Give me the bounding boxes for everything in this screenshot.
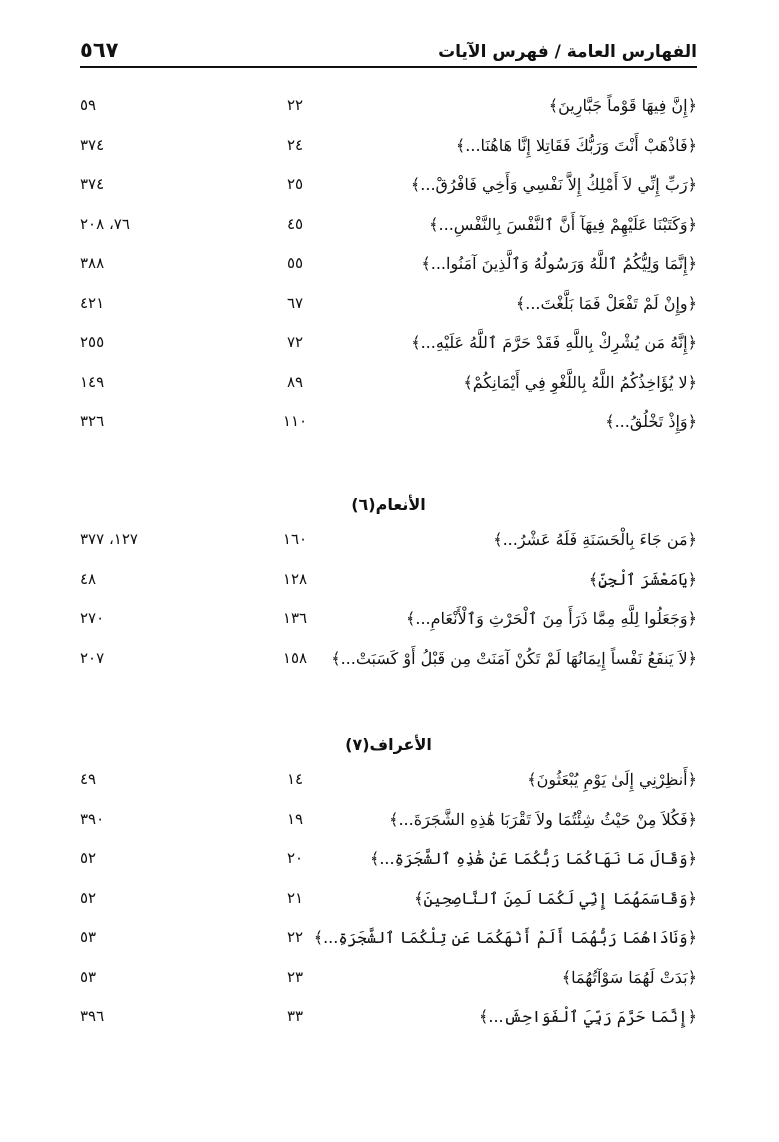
ayah-number: ٢٢ bbox=[286, 96, 304, 114]
surah-heading: الأنعام(٦) bbox=[351, 495, 426, 514]
table-row bbox=[80, 800, 697, 840]
verse-text: ﴿وَكَتَبْنَا عَلَيْهِمْ فِيهَآ أَنَّ ٱلنَّفْسَ بِالنَّفْسِ...﴾ bbox=[429, 214, 697, 234]
table-row bbox=[80, 839, 697, 879]
ayah-number: ٢٠ bbox=[286, 849, 304, 867]
verse-text: ﴿إِنَّ فِيهَا قَوْماً جَبَّارِينَ﴾ bbox=[548, 96, 697, 115]
page-reference: ٥٢ bbox=[80, 849, 97, 867]
table-row bbox=[80, 244, 697, 284]
page-reference: ٢٥٥ bbox=[80, 333, 105, 351]
verse-text: ﴿لا يُؤَاخِذُكُمُ اللَّهُ بِاللَّغْوِ فِي أَيْمَانِكُمْ﴾ bbox=[463, 372, 697, 392]
verse-text: ﴿وَجَعَلُوا لِلَّهِ مِمَّا ذَرَأَ مِنَ ٱلْحَرْثِ وَٱلْأَنْعَامِ...﴾ bbox=[405, 609, 697, 628]
table-row bbox=[80, 958, 697, 998]
ayah-number: ٨٩ bbox=[286, 372, 304, 391]
table-row bbox=[80, 760, 697, 800]
page-reference: ١٢٧، ٣٧٧ bbox=[80, 530, 138, 548]
table-row bbox=[80, 363, 697, 403]
ayah-number: ٥٥ bbox=[286, 254, 304, 272]
table-row bbox=[80, 560, 697, 600]
verse-text: ﴿وَقَالَ مَا نَهَاكُمَا رَبُّكُمَا عَنْ هَٰذِهِ ٱلشَّجَرَةِ...﴾ bbox=[369, 849, 697, 868]
table-row bbox=[80, 323, 697, 363]
ayah-number: ٢٢ bbox=[286, 928, 304, 946]
ayah-number: ١٢٨ bbox=[282, 569, 308, 588]
verse-text: ﴿إِنَّهُ مَن يُشْرِكْ بِاللَّهِ فَقَدْ حَرَّمَ ٱللَّهُ عَلَيْهِ...﴾ bbox=[411, 333, 697, 352]
page-reference: ٢٧٠ bbox=[80, 609, 105, 627]
ayah-number: ١٣٦ bbox=[282, 609, 308, 627]
verse-text: ﴿بَدَتْ لَهُمَا سَوْآتُهُمَا﴾ bbox=[561, 967, 697, 987]
verse-text: ﴿فَكُلاَ مِنْ حَيْثُ شِئْتُمَا ولاَ تَقْرَبَا هَٰذِهِ الشَّجَرَةَ...﴾ bbox=[389, 809, 697, 829]
verse-text: ﴿رَبِّ إِنِّي لاَ أَمْلِكُ إِلاَّ نَفْسِي وَأَخِي فَافْرُقْ...﴾ bbox=[410, 175, 697, 194]
ayah-number: ١١٠ bbox=[282, 412, 308, 430]
verse-text: ﴿وَنَادَاهُمَا رَبُّهُمَا أَلَمْ أَنْهَكُمَا عَن تِلْكُمَا ٱلشَّجَرَةِ...﴾ bbox=[313, 928, 697, 947]
page-reference: ٤٩ bbox=[80, 770, 97, 788]
page-reference: ٢٠٧ bbox=[80, 648, 105, 667]
verse-text: ﴿فَاذْهَبْ أَنْتَ وَرَبُّكَ فَقَاتِلا إِنَّا هَاهُنَا...﴾ bbox=[455, 135, 697, 155]
page-reference: ٧٦، ٢٠٨ bbox=[80, 214, 130, 233]
ayah-number: ١٦٠ bbox=[282, 530, 308, 548]
section-al-araf bbox=[80, 730, 697, 1037]
table-row bbox=[80, 205, 697, 245]
ayah-number: ٢١ bbox=[286, 888, 304, 907]
page-reference: ٣٧٤ bbox=[80, 175, 105, 193]
page-reference: ٣٩٦ bbox=[80, 1007, 105, 1025]
ayah-number: ١٥٨ bbox=[282, 648, 308, 667]
page-reference: ٥٣ bbox=[80, 967, 97, 986]
verse-text: ﴿أَنظِرْنِي إِلَىٰ يَوْمِ يُبْعَثُونَ﴾ bbox=[527, 770, 697, 789]
verse-text: ﴿وَقَاسَمَهُمَا إِنِّي لَكُمَا لَمِنَ ٱلنَّاصِحِينَ﴾ bbox=[414, 888, 697, 908]
table-row bbox=[80, 520, 697, 560]
ayah-number: ٤٥ bbox=[286, 214, 304, 233]
ayah-number: ٦٧ bbox=[286, 293, 304, 312]
ayah-number: ٢٥ bbox=[286, 175, 304, 193]
running-title: الفهارس العامة / فهرس الآيات bbox=[438, 42, 697, 62]
verse-text: ﴿يَامَعْشَرَ ٱلْجِنِّ﴾ bbox=[588, 569, 697, 589]
verse-text: ﴿وَإِذْ تَخْلُقُ...﴾ bbox=[605, 412, 697, 431]
table-row bbox=[80, 86, 697, 126]
table-row bbox=[80, 918, 697, 958]
page-number: ٥٦٧ bbox=[80, 38, 119, 62]
section-al-anam bbox=[80, 490, 697, 678]
ayah-number: ٢٤ bbox=[286, 135, 304, 154]
page-header bbox=[80, 26, 697, 68]
section-continuation bbox=[80, 86, 697, 442]
page-reference: ١٤٩ bbox=[80, 372, 105, 391]
table-row bbox=[80, 997, 697, 1037]
table-row bbox=[80, 284, 697, 324]
page-reference: ٣٢٦ bbox=[80, 412, 105, 430]
ayah-number: ١٩ bbox=[286, 809, 304, 828]
table-row bbox=[80, 126, 697, 166]
page-reference: ٥٢ bbox=[80, 888, 97, 907]
table-row bbox=[80, 879, 697, 919]
surah-heading: الأعراف(٧) bbox=[345, 735, 432, 754]
page-reference: ٥٩ bbox=[80, 96, 97, 114]
page-reference: ٤٨ bbox=[80, 569, 97, 588]
ayah-number: ٧٢ bbox=[286, 333, 304, 351]
verse-text: ﴿إِنَّمَا حَرَّمَ رَبِّيَ ٱلْفَوَاحِشَ...﴾ bbox=[478, 1007, 697, 1026]
page-reference: ٣٩٠ bbox=[80, 809, 105, 828]
page-reference: ٤٢١ bbox=[80, 293, 105, 312]
verse-text: ﴿إِنَّمَا وَلِيُّكُمُ ٱللَّهُ وَرَسُولُهُ وَٱلَّذِينَ آمَنُوا...﴾ bbox=[421, 254, 697, 273]
ayah-number: ٢٣ bbox=[286, 967, 304, 986]
table-row bbox=[80, 165, 697, 205]
table-row bbox=[80, 402, 697, 442]
verse-text: ﴿مَن جَاءَ بِالْحَسَنَةِ فَلَهُ عَشْرُ...﴾ bbox=[493, 530, 697, 549]
page-reference: ٣٧٤ bbox=[80, 135, 105, 154]
page-reference: ٥٣ bbox=[80, 928, 97, 946]
verse-text: ﴿وإِنْ لَمْ تَفْعَلْ فَمَا بَلَّغْتَ...﴾ bbox=[515, 293, 697, 313]
verse-text: ﴿لاَ يَنفَعُ نَفْساً إِيمَانُهَا لَمْ تَكُنْ آمَنَتْ مِن قَبْلُ أَوْ كَسَبَتْ...﴾ bbox=[331, 648, 697, 668]
ayah-number: ٣٣ bbox=[286, 1007, 304, 1025]
ayah-number: ١٤ bbox=[286, 770, 304, 788]
table-row bbox=[80, 639, 697, 679]
table-row bbox=[80, 599, 697, 639]
page-reference: ٣٨٨ bbox=[80, 254, 105, 272]
